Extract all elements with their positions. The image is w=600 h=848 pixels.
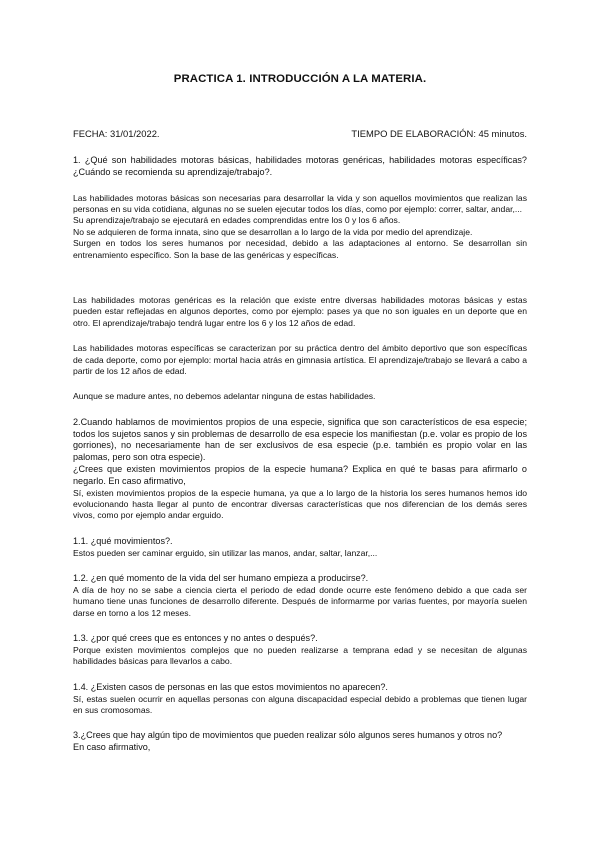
- question-1: 1. ¿Qué son habilidades motoras básicas, habilidades motoras genéricas, habilidades motoras específicas? ¿Cuándo se recomienda su aprendizaje/trabajo?.: [73, 155, 527, 177]
- specific-skills-paragraph: Las habilidades motoras específicas se caracterizan por su práctica dentro del ámbito deportivo que son específicas de cada deporte, como por ejemplo: mortal hacia atrás en gimnasia artística. El aprendizaje/trabajo se llevará a cabo a partir de los 12 años de edad.: [73, 343, 527, 377]
- basic-skills-origin: Surgen en todos los seres humanos por necesidad, debido a las adaptaciones al entorno. Se desarrollan sin entrenamiento específico. Son la base de las genéricas y específicas.: [73, 238, 527, 260]
- answer-2: Sí, existen movimientos propios de la especie humana, ya que a lo largo de la historia los seres humanos hemos ido evolucionando hasta llegar al punto de encontrar diversas características que nos diferencian de los demás seres vivos, como por ejemplo andar erguido.: [73, 487, 527, 521]
- meta-row: [73, 128, 527, 140]
- basic-skills-learning: No se adquieren de forma innata, sino que se desarrollan a lo largo de la vida por medio del aprendizaje.: [73, 226, 473, 237]
- answer-1-3: Porque existen movimientos complejos que no pueden realizarse a temprana edad y se necesitan de algunas habilidades básicas para llevarlos a cabo.: [73, 644, 527, 667]
- generic-skills-paragraph: Las habilidades motoras genéricas es la relación que existe entre diversas habilidades motoras básicas y estas pueden estar reflejadas en algunos deportes, como por ejemplo: pases ya que no son iguales en un deporte que en otro. El aprendizaje/trabajo tendrá lugar entre los 6 y los 12 años de edad.: [73, 295, 527, 328]
- question-2: 2.Cuando hablamos de movimientos propios de una especie, significa que son característicos de esa especie; todos los sujetos sanos y sin problemas de desarrollo de esa especie los manifiestan (p.e. volar es propio de los gorriones), no necesariamente han de ser exclusivos de esa especie (p.e. también es propio volar en las palomas, pero son otra especie).: [73, 416, 527, 463]
- answer-1-2: A día de hoy no se sabe a ciencia cierta el periodo de edad donde ocurre este fenómeno debido a que cada ser humano tiene unas funciones de desarrollo diferente. Después de informarme por varias fuentes, por mayoría suelen darse en torno a los 12 meses.: [73, 584, 527, 618]
- document-title: PRACTICA 1. INTRODUCCIÓN A LA MATERIA.: [173, 73, 427, 85]
- note-paragraph: Aunque se madure antes, no debemos adelantar ninguna de estas habilidades.: [73, 391, 376, 402]
- duration-label: TIEMPO DE ELABORACIÓN: 45 minutos.: [351, 128, 527, 139]
- date-label: FECHA: 31/01/2022.: [73, 128, 160, 139]
- question-3-prompt: En caso afirmativo,: [73, 742, 151, 753]
- basic-skills-age: Su aprendizaje/trabajo se ejecutará en edades comprendidas entre los 0 y los 6 años.: [73, 215, 401, 226]
- answer-1-4: Sí, estas suelen ocurrir en aquellas personas con alguna discapacidad especial debido a problemas que tienen lugar en sus cromosomas.: [73, 693, 527, 715]
- answer-1-1: Estos pueden ser caminar erguido, sin utilizar las manos, andar, saltar, lanzar,...: [73, 547, 378, 558]
- question-3: 3.¿Crees que hay algún tipo de movimientos que pueden realizar sólo algunos seres humanos y otros no?: [73, 730, 503, 741]
- basic-skills-paragraph: Las habilidades motoras básicas son necesarias para desarrollar la vida y son aquellos movimientos que realizan las personas en su vida cotidiana, algunas no se suelen ejecutar todos los días, como por ejemplo: correr, saltar, andar,...: [73, 192, 527, 214]
- question-2-prompt: ¿Crees que existen movimientos propios de la especie humana? Explica en qué te basas para afirmarlo o negarlo. En caso afirmativo,: [73, 464, 527, 486]
- question-1-1: 1.1. ¿qué movimientos?.: [73, 535, 173, 546]
- question-1-4: 1.4. ¿Existen casos de personas en las que estos movimientos no aparecen?.: [73, 681, 388, 692]
- question-1-2: 1.2. ¿en qué momento de la vida del ser humano empieza a producirse?.: [73, 573, 369, 584]
- question-1-3: 1.3. ¿por qué crees que es entonces y no antes o después?.: [73, 633, 318, 644]
